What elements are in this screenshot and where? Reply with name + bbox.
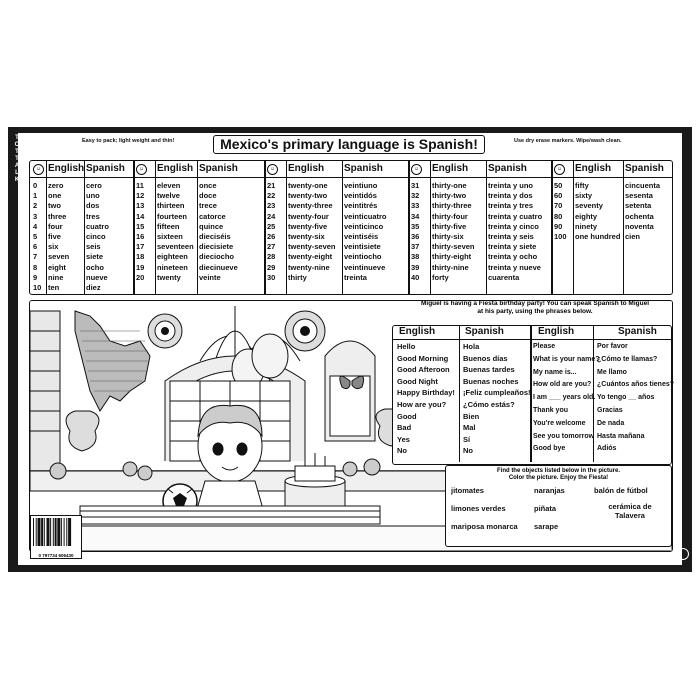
barcode-bar (38, 518, 41, 546)
number-spanish: treinta y cinco (488, 221, 539, 231)
column-rule (286, 161, 287, 294)
window-right (325, 341, 375, 441)
column-rule (486, 161, 487, 294)
number-english: three (48, 211, 67, 221)
decor-medallion-left (148, 314, 182, 348)
number-spanish: diecinueve (199, 262, 238, 272)
barcode-bar (41, 518, 43, 546)
number-spanish: cincuenta (625, 181, 661, 190)
column-header-english: English (288, 163, 325, 174)
number-spanish: dieciséis (199, 232, 231, 241)
side-logo-letter: O (14, 142, 20, 148)
number-digit: 26 (267, 232, 276, 241)
phrase-spanish: ¿Cuántos años tienes? (597, 381, 675, 389)
number-digit: 19 (136, 262, 145, 272)
side-logo-letter: K (14, 177, 20, 183)
barcode-bar (57, 518, 60, 546)
side-logo-letter: T (15, 149, 19, 155)
phrase-spanish: No (463, 446, 473, 456)
phrase-english: My name is... (533, 368, 577, 376)
number-spanish: treinta y ocho (488, 252, 538, 262)
number-digit: 22 (267, 191, 276, 201)
number-digit: 14 (136, 211, 145, 221)
copyright-text: © 2012, Tot Talk, Inc. All Rights Reserved. (110, 557, 209, 563)
phrase-english: Hello (397, 342, 416, 351)
number-digit: 31 (411, 181, 420, 190)
number-digit: 80 (554, 211, 563, 221)
find-objects-box (445, 465, 672, 547)
number-spanish: cuatro (86, 221, 109, 231)
number-english: seventeen (157, 242, 194, 252)
number-digit: 90 (554, 221, 563, 231)
phrase-spanish: Hola (463, 342, 480, 351)
number-english: one (48, 191, 62, 201)
phrase-spanish: Adiós (597, 445, 617, 453)
number-english: twenty-nine (288, 262, 330, 272)
phrase-spanish: ¿Cómo estás? (463, 400, 515, 409)
number-spanish: once (199, 181, 217, 190)
number-spanish: dos (86, 201, 100, 211)
number-spanish: sesenta (625, 191, 653, 201)
phrase-english: I am ___ years old. (533, 394, 596, 402)
header-right-note: Use dry erase markers. Wipe/wash clean. (514, 138, 622, 144)
number-spanish: catorce (199, 211, 226, 221)
phrase-spanish: Por favor (597, 343, 628, 350)
phrase-english: Thank you (533, 407, 569, 414)
number-spanish: veinte (199, 272, 221, 282)
number-english: twenty-eight (288, 252, 333, 262)
smiley-icon: ☺ (33, 164, 44, 175)
find-object-label: jitomates (451, 486, 484, 495)
number-group-1 (133, 161, 264, 294)
number-spanish: veinticuatro (344, 211, 387, 221)
number-digit: 33 (411, 201, 420, 211)
boy-miguel (195, 405, 265, 516)
group-divider (133, 161, 135, 294)
phrases-table (392, 325, 675, 465)
phrase-spanish: Sí (463, 434, 471, 444)
smiley-icon (677, 548, 689, 560)
number-spanish: treinta y dos (488, 191, 533, 201)
side-logo-right (676, 548, 690, 560)
find-intro-1: Find the objects listed below in the picture. (496, 468, 620, 474)
header-rule (133, 177, 264, 178)
side-logo-left (10, 135, 24, 184)
number-english: thirty-one (432, 181, 467, 190)
number-digit: 28 (267, 252, 276, 262)
number-digit: 37 (411, 242, 420, 252)
phrase-spanish: ¡Feliz cumpleaños! (463, 388, 531, 398)
side-logo-letter: A (14, 163, 20, 169)
number-spanish: cinco (86, 232, 106, 241)
number-english: thirty-eight (432, 252, 472, 262)
barcode-bar (44, 518, 45, 546)
barcode-bar (66, 518, 67, 546)
barcode-bar (53, 518, 54, 546)
number-digit: 25 (267, 221, 276, 231)
phrase-english: You're welcome (533, 419, 586, 427)
phrases-intro: Miguel is having a Fiesta birthday party! You can speak Spanish to Miguel at his party, using the phrases below. (420, 300, 650, 315)
number-spanish: veinticinco (344, 221, 384, 231)
number-digit: 9 (33, 272, 38, 282)
phrase-english: See you tomorrow (533, 432, 595, 440)
number-english: thirty-six (432, 232, 464, 241)
column-left (30, 311, 60, 471)
column-header-spanish: Spanish (488, 163, 527, 174)
phrase-spanish: Yo tengo __ años (597, 394, 655, 402)
number-digit: 11 (136, 181, 144, 190)
phrase-header-english: English (538, 326, 575, 337)
number-digit: 70 (554, 201, 563, 211)
number-spanish: noventa (625, 221, 654, 231)
number-english: thirty-three (432, 201, 472, 211)
number-spanish: veintisiete (344, 242, 381, 252)
find-object-label: piñata (534, 504, 557, 513)
number-digit: 50 (554, 181, 563, 190)
number-spanish: treinta y cuatro (488, 211, 543, 221)
phrase-english: Good (397, 411, 417, 421)
number-spanish: veintitrés (344, 201, 378, 211)
number-english: one hundred (575, 232, 621, 241)
column-header-spanish: Spanish (199, 163, 238, 174)
number-spanish: diez (86, 283, 101, 292)
phrase-english: How old are you? (533, 381, 592, 389)
group-divider (551, 161, 553, 294)
number-spanish: setenta (625, 201, 652, 211)
number-digit: 3 (33, 211, 38, 221)
number-spanish: cien (625, 232, 641, 241)
decor-medallion-right (285, 311, 325, 351)
header-left-note: Easy to pack; light weight and thin! (82, 138, 175, 144)
number-group-0 (30, 161, 133, 294)
number-spanish: cero (86, 181, 102, 190)
number-english: eight (48, 262, 66, 272)
number-spanish: treinta (344, 272, 367, 282)
number-digit: 39 (411, 262, 420, 272)
phrase-header-spanish: Spanish (465, 326, 504, 337)
number-digit: 13 (136, 201, 145, 211)
phrase-column-rule (459, 326, 460, 462)
phrase-spanish: Buenas tardes (463, 365, 515, 375)
find-object-label: mariposa monarca (451, 522, 518, 531)
number-digit: 2 (33, 201, 38, 211)
number-group-4 (551, 161, 672, 294)
number-english: fourteen (157, 211, 187, 221)
number-english: sixty (575, 191, 593, 201)
barcode-bar (68, 518, 71, 546)
phrase-english: How are you? (397, 400, 447, 409)
number-english: seven (48, 252, 70, 262)
column-rule (623, 161, 624, 294)
number-digit: 21 (267, 181, 276, 190)
number-digit: 5 (33, 232, 38, 241)
find-object-label: limones verdes (451, 504, 506, 513)
smiley-icon: ☺ (267, 164, 278, 175)
number-digit: 0 (33, 181, 38, 190)
find-intro-2: Color the picture. Enjoy the Fiesta! (508, 475, 609, 481)
number-digit: 34 (411, 211, 420, 221)
side-logo-letter: T (15, 135, 19, 141)
number-english: twenty-one (288, 181, 328, 190)
number-english: twelve (157, 191, 180, 201)
phrase-english: Bad (397, 423, 412, 433)
barcode-bar (47, 518, 50, 546)
number-spanish: cuarenta (488, 272, 520, 282)
number-spanish: ochenta (625, 211, 654, 221)
number-english: fifteen (157, 221, 180, 231)
phrase-spanish: Buenas noches (463, 376, 519, 386)
phrase-english: Good Afteroon (397, 365, 450, 375)
find-object-label: sarape (534, 522, 559, 531)
phrase-spanish: Hasta mañana (597, 432, 645, 440)
column-rule (197, 161, 198, 294)
number-english: ten (48, 283, 60, 292)
find-object-label: naranjas (534, 486, 565, 495)
side-logo-letter: L (15, 170, 19, 176)
number-english: forty (432, 272, 449, 282)
column-rule (155, 161, 156, 294)
number-digit: 1 (33, 191, 38, 201)
phrase-english: Good Morning (397, 353, 449, 363)
number-digit: 8 (33, 262, 38, 272)
column-header-spanish: Spanish (625, 163, 664, 174)
phrase-spanish: De nada (597, 419, 625, 427)
number-english: five (48, 232, 61, 241)
smiley-icon: ☺ (554, 164, 565, 175)
number-group-2 (264, 161, 408, 294)
number-spanish: quince (199, 221, 224, 231)
number-spanish: veintiocho (344, 252, 382, 262)
number-digit: 24 (267, 211, 276, 221)
column-header-english: English (432, 163, 469, 174)
number-digit: 40 (411, 272, 420, 282)
barcode-bar (61, 518, 62, 546)
column-rule (430, 161, 431, 294)
number-spanish: treinta y tres (488, 201, 534, 211)
number-spanish: doce (199, 191, 217, 201)
group-divider (408, 161, 410, 294)
number-digit: 12 (136, 191, 145, 201)
number-spanish: treinta y seis (488, 232, 534, 241)
number-english: eleven (157, 181, 181, 190)
number-spanish: treinta y uno (488, 181, 534, 190)
phrase-english: No (397, 446, 407, 456)
number-spanish: ocho (86, 262, 104, 272)
number-digit: 36 (411, 232, 420, 241)
barcode-bar (64, 518, 65, 546)
number-spanish: treinta y siete (488, 242, 537, 252)
number-english: thirteen (157, 201, 185, 211)
phrase-spanish: Buenos días (463, 353, 508, 363)
header-rule (551, 177, 672, 178)
number-digit: 38 (411, 252, 420, 262)
column-rule (84, 161, 85, 294)
column-header-spanish: Spanish (86, 163, 125, 174)
column-rule (342, 161, 343, 294)
number-english: twenty-six (288, 232, 325, 241)
number-english: thirty-seven (432, 242, 475, 252)
number-digit: 29 (267, 262, 276, 272)
number-digit: 60 (554, 191, 563, 201)
phrase-header-english: English (399, 326, 436, 337)
barcode-bar (50, 518, 51, 546)
number-english: twenty (157, 272, 181, 282)
number-english: eighty (575, 211, 598, 221)
number-digit: 27 (267, 242, 276, 252)
number-english: two (48, 201, 61, 211)
number-spanish: treinta y nueve (488, 262, 541, 272)
phrase-english: Yes (397, 434, 410, 444)
number-spanish: uno (86, 191, 100, 201)
number-english: thirty-four (432, 211, 468, 221)
number-english: twenty-five (288, 221, 328, 231)
number-digit: 16 (136, 232, 145, 241)
number-digit: 30 (267, 272, 276, 282)
barcode-icon (31, 516, 81, 548)
number-digit: 17 (136, 242, 145, 252)
phrase-english: Please (533, 343, 556, 350)
number-spanish: veintidós (344, 191, 377, 201)
number-digit: 10 (33, 283, 42, 292)
number-digit: 7 (33, 252, 38, 262)
phrase-english: What is your name? (533, 355, 600, 363)
smiley-icon: ☺ (411, 164, 422, 175)
number-digit: 35 (411, 221, 420, 231)
number-spanish: diecisiete (199, 242, 234, 252)
number-english: zero (48, 181, 64, 190)
sarape-icon (80, 506, 380, 524)
barcode-bar (33, 518, 34, 546)
number-spanish: siete (86, 252, 104, 262)
number-english: eighteen (157, 252, 188, 262)
number-english: thirty-nine (432, 262, 469, 272)
number-spanish: dieciocho (199, 252, 235, 262)
number-english: sixteen (157, 232, 183, 241)
number-spanish: veintinueve (344, 262, 386, 272)
phrase-spanish: Mal (463, 423, 476, 433)
number-digit: 15 (136, 221, 145, 231)
number-english: thirty-two (432, 191, 467, 201)
number-digit: 20 (136, 272, 145, 282)
number-english: six (48, 242, 59, 252)
number-english: ninety (575, 221, 598, 231)
phrase-english: Good bye (533, 445, 566, 453)
number-digit: 6 (33, 242, 38, 252)
column-header-spanish: Spanish (344, 163, 383, 174)
number-digit: 23 (267, 201, 276, 211)
number-english: thirty (288, 272, 307, 282)
number-digit: 32 (411, 191, 420, 201)
number-spanish: tres (86, 211, 100, 221)
phrase-english: Happy Birthday! (397, 388, 455, 398)
number-spanish: veintiséis (344, 232, 379, 241)
phrase-spanish: ¿Cómo te llamas? (597, 355, 658, 363)
group-divider (264, 161, 266, 294)
numbers-table (29, 160, 673, 295)
version-text: V1.Q12012 (632, 557, 658, 563)
number-english: nine (48, 272, 64, 282)
find-object-label: cerámica de Talavera (608, 502, 652, 520)
number-group-3 (408, 161, 551, 294)
column-rule (46, 161, 47, 294)
number-english: nineteen (157, 262, 188, 272)
number-english: fifty (575, 181, 589, 190)
number-english: twenty-four (288, 211, 329, 221)
column-header-english: English (575, 163, 612, 174)
find-object-label: balón de fútbol (594, 486, 648, 495)
phrase-spanish: Gracias (597, 407, 623, 414)
side-logo-letter: T (15, 156, 19, 162)
number-english: thirty-five (432, 221, 467, 231)
number-digit: 100 (554, 232, 567, 241)
phrase-spanish: Bien (463, 411, 480, 421)
number-spanish: trece (199, 201, 217, 211)
number-spanish: seis (86, 242, 101, 252)
barcode (30, 515, 82, 559)
number-digit: 4 (33, 221, 38, 231)
phrase-spanish: Me llamo (597, 368, 627, 376)
column-header-english: English (48, 163, 85, 174)
number-english: twenty-two (288, 191, 328, 201)
number-english: seventy (575, 201, 603, 211)
barcode-bar (36, 518, 37, 546)
phrase-english: Good Night (397, 376, 438, 386)
barcode-bar (55, 518, 57, 546)
phrase-header-rule (393, 339, 671, 340)
number-digit: 18 (136, 252, 145, 262)
page-title: Mexico's primary language is Spanish! (213, 135, 485, 154)
number-spanish: nueve (86, 272, 108, 282)
phrase-header-spanish: Spanish (618, 326, 657, 337)
column-rule (573, 161, 574, 294)
smiley-icon: ☺ (136, 164, 147, 175)
barcode-number: 0 797734 606430 (38, 553, 74, 558)
number-english: twenty-three (288, 201, 333, 211)
number-spanish: veintiuno (344, 181, 378, 190)
number-english: four (48, 221, 63, 231)
column-header-english: English (157, 163, 194, 174)
number-english: twenty-seven (288, 242, 336, 252)
